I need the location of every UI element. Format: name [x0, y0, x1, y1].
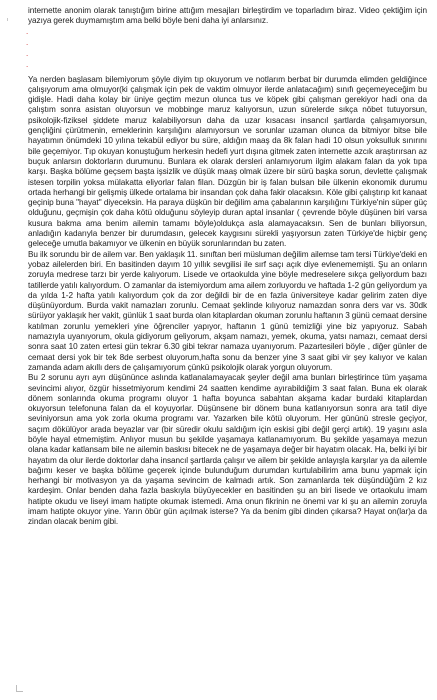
- paragraph-career: Ya nerden başlasam bilemiyorum şöyle diyim tıp okuyorum ve notlarım berbat bir durumda elimden geldiğince çalışıyorum ama olmuyor(ki çalışmak için pek de vaktim olmuyor ilerde anlatacağım) sınıfı geçemeyeceğim bu gidişle. Hadi daha kolay bir üniye geçtim mezun olunca tus ve köpek gibi çalışman gerekiyor hadi ona da çalıştım sonra asistan oluyorsun ve mobbinge maruz kalıyorsun, uzun sürelerde sıkça nöbet tutuyorsun, psikolojik-fiziksel şiddete maruz kalabiliyorsun daha da uzar kısacası insancıl şartlarda çalışamıyorsun, gençliğini çürütmenin, emeklerinin karşılığını alamıyorsun ve sorunlar uzaman olunca da bitmiyor bitse bile hayatımın önümdeki 10 yılına tekabül ediyor bu süre, aldığın maaş da 8k falan hadi 10 olsun yoksulluk sınırını bile geçemiyor. Tıp okuyan konuştuğum herkesin hedefi yurt dışına gitmek zaten internette azcık araştırırsan az buçuk anlarsın doktorların durumunu. Bunlara ek olarak dersleri anlamıyorum ilgim alakam falan da yok tıpa karşı. Başka bölüme geçsem başta işsizlik ve düşük maaş olmak üzere bir sürü başka sorun, devlette çalışmak istesen torpilin yoksa mülakatta eliyorlar falan filan. Düzgün bir iş falan bulsan bile ülkenin ekonomik durumu ortada herhangi bir gelişmiş ülkede ortalama bir insandan çok daha fakir olacaksın. Köle gibi çalıştırıp kıt kanaat geçinip buna "hayat" diyeceksin. Ha paraya düşkün bir değilim ama çabalarının karşılığını Türkiye'nin süper güç olduğunu, geçmişin çok daha kötü olduğunu söyleyip duran aptal insanlar ( çevrende böyle düşünen biri varsa kusura bakma ama benim ailemin tamamı böyle)oldukça asla alamayacaksın. Sen de bunları biliyorsun, anladığın kadarıyla benzer bir durumdasın, gelecek kaygısını sürekli yaşıyorsun zaten Türkiye'de hiçbir genç geleceğe umutla bakamıyor ve ülkenin en büyük sorunlarından bu zaten.: [28, 74, 427, 249]
- page-corner-marker: [16, 685, 23, 692]
- list-marker: .: [26, 48, 29, 58]
- empty-list: [28, 27, 427, 71]
- list-marker: .: [26, 37, 29, 47]
- list-marker: .: [26, 26, 29, 36]
- document-body: [28, 6, 427, 528]
- margin-rule: [7, 18, 8, 21]
- list-item: [28, 38, 427, 49]
- list-marker: .: [26, 59, 29, 69]
- main-text: [28, 75, 427, 528]
- list-item: [28, 49, 427, 60]
- intro-paragraph: internette anonim olarak tanıştığım birine attığım mesajları birleştirdim ve toparladım biraz. Video çektiğim için yazıya gerek duymamıştım ama belki böyle beni daha iyi anlarsınız.: [28, 6, 427, 26]
- list-item: [28, 60, 427, 71]
- paragraph-family: Bu ilk sorundu bir de ailem var. Ben yaklaşık 11. sınıftan beri müsluman değilim ailemse tam tersi Türkiye'deki en yobaz ailelerden biri. En basitinden dayım 10 yıllık sevgilisi ile sırf saçı açık diye evlenememişti. Şu an onların zoruyla medrese tarzı bir yerde kalıyorum. Lisede ve ortaokulda yine böyle medreselere sıkça geliyordum bazı tatillerde yatılı kalıyordum. O zamanlar da istemiyordum ama ailem zorluyordu ve haftada 1-2 gün geliyordum ya da yılda 1-2 hafta yatılı kalıyordum çok da zor değildi bir de en fazla üniversiteye kadar gelirim zaten diye düşünüyordum. Burda vakit namazları zorunlu. Cemaat şeklinde kılıyoruz namazdan sonra ders var vs. 30dk sürüyor yaklaşık her vakit, günlük 1 saat burda olan kitaplardan okuman zorunlu haftanın 3 günü cemaat dersine katılman zorunlu yemekleri yine öğrenciler yapıyor, haftanın 1 günü temizliği yine biz yapıyoruz. Sabah namazıyla uyanıyorum, okula gidiyorum geliyorum, akşam namazı, yemek, okuma, yatsı namazı, cemaat dersi sonra saat 10 zaten ertesi gün tekrar 6.30 gibi tekrar namaza uyanıyorum. Pazartesileri böyle , diğer günler de cemaat dersi yok bir tek 8de serbest oluyorum,hafta sonu da benzer yine 3 saat gibi vir şey kalıyor ve kalan zamanda adam akıllı ders de çalışamıyorum çünkü psikolojik olarak yorgun oluyorum.: [28, 249, 427, 372]
- paragraph-conclusion: Bu 2 sorunu ayrı ayrı düşününce aslında katlanalamayacak şeyler değil ama bunları birleştirince tüm yaşama sevincimi alıyor, özgür hissetmiyorum kendimi 24 saatten kendime ayırabildiğim 3 saat falan. Buna ek olarak dönem sonlarında okuma programı oluyor 1 hafta boyunca sabahtan akşama kadar burdaki kitaplardan okuyorsun telefonuna falan da el koyuyorlar. Düşünsene bir dönem buna katlanıyorsun sonra ara tatil diye seviniyorsun ama yok zorla okuma programı var. Yazarken bile kötü oluyorum. Her gününü stresle geçiyor, saçım dökülüyor arada beyazlar var (bir süredir okulu saldığım için eskisi gibi değil gerçi artık). 19 yaşını asla böyle hayal etmemiştim. Anlıyor musun bu şekilde yaşamaya katlanamıyorum. Bu şekilde yaşamaya mezun olana kadar katlansam bile ne ailemin baskısı bitecek ne de yaşamaya değer bir hayatım olacak. Ha, belki iyi bir hayatım da olur ilerde doktorlar daha insancıl şartlarda çalışır ve ailem bir şekilde anlayışla karşılar ya da ailemle bağımı keser ve başka bölüme geçerek içinde bulunduğum durumdan kurtulabilirim ama bunu yapmak için herhangi bir motivasyon ya da yaşama sevincim de kalmadı artık. Son zamanlarda tek düşündüğüm 2 kız kardeşim. Onlar benden daha fazla baskıyla büyüyecekler en basitinden şu an biri lisede ve ortaokulu imam hatipte okudu ve liseyi imam hatipte okumak istemedi. Ama onun fikrinin ne önemi var ki şu an ailemin zoruyla imam hatipte okuyor yine. Yarın öbür gün açılmak isterse? Ya da benim gibi dinden çıkarsa? Hayat on(lar)a da zindan olacak benim gibi.: [28, 373, 427, 527]
- list-item: [28, 27, 427, 38]
